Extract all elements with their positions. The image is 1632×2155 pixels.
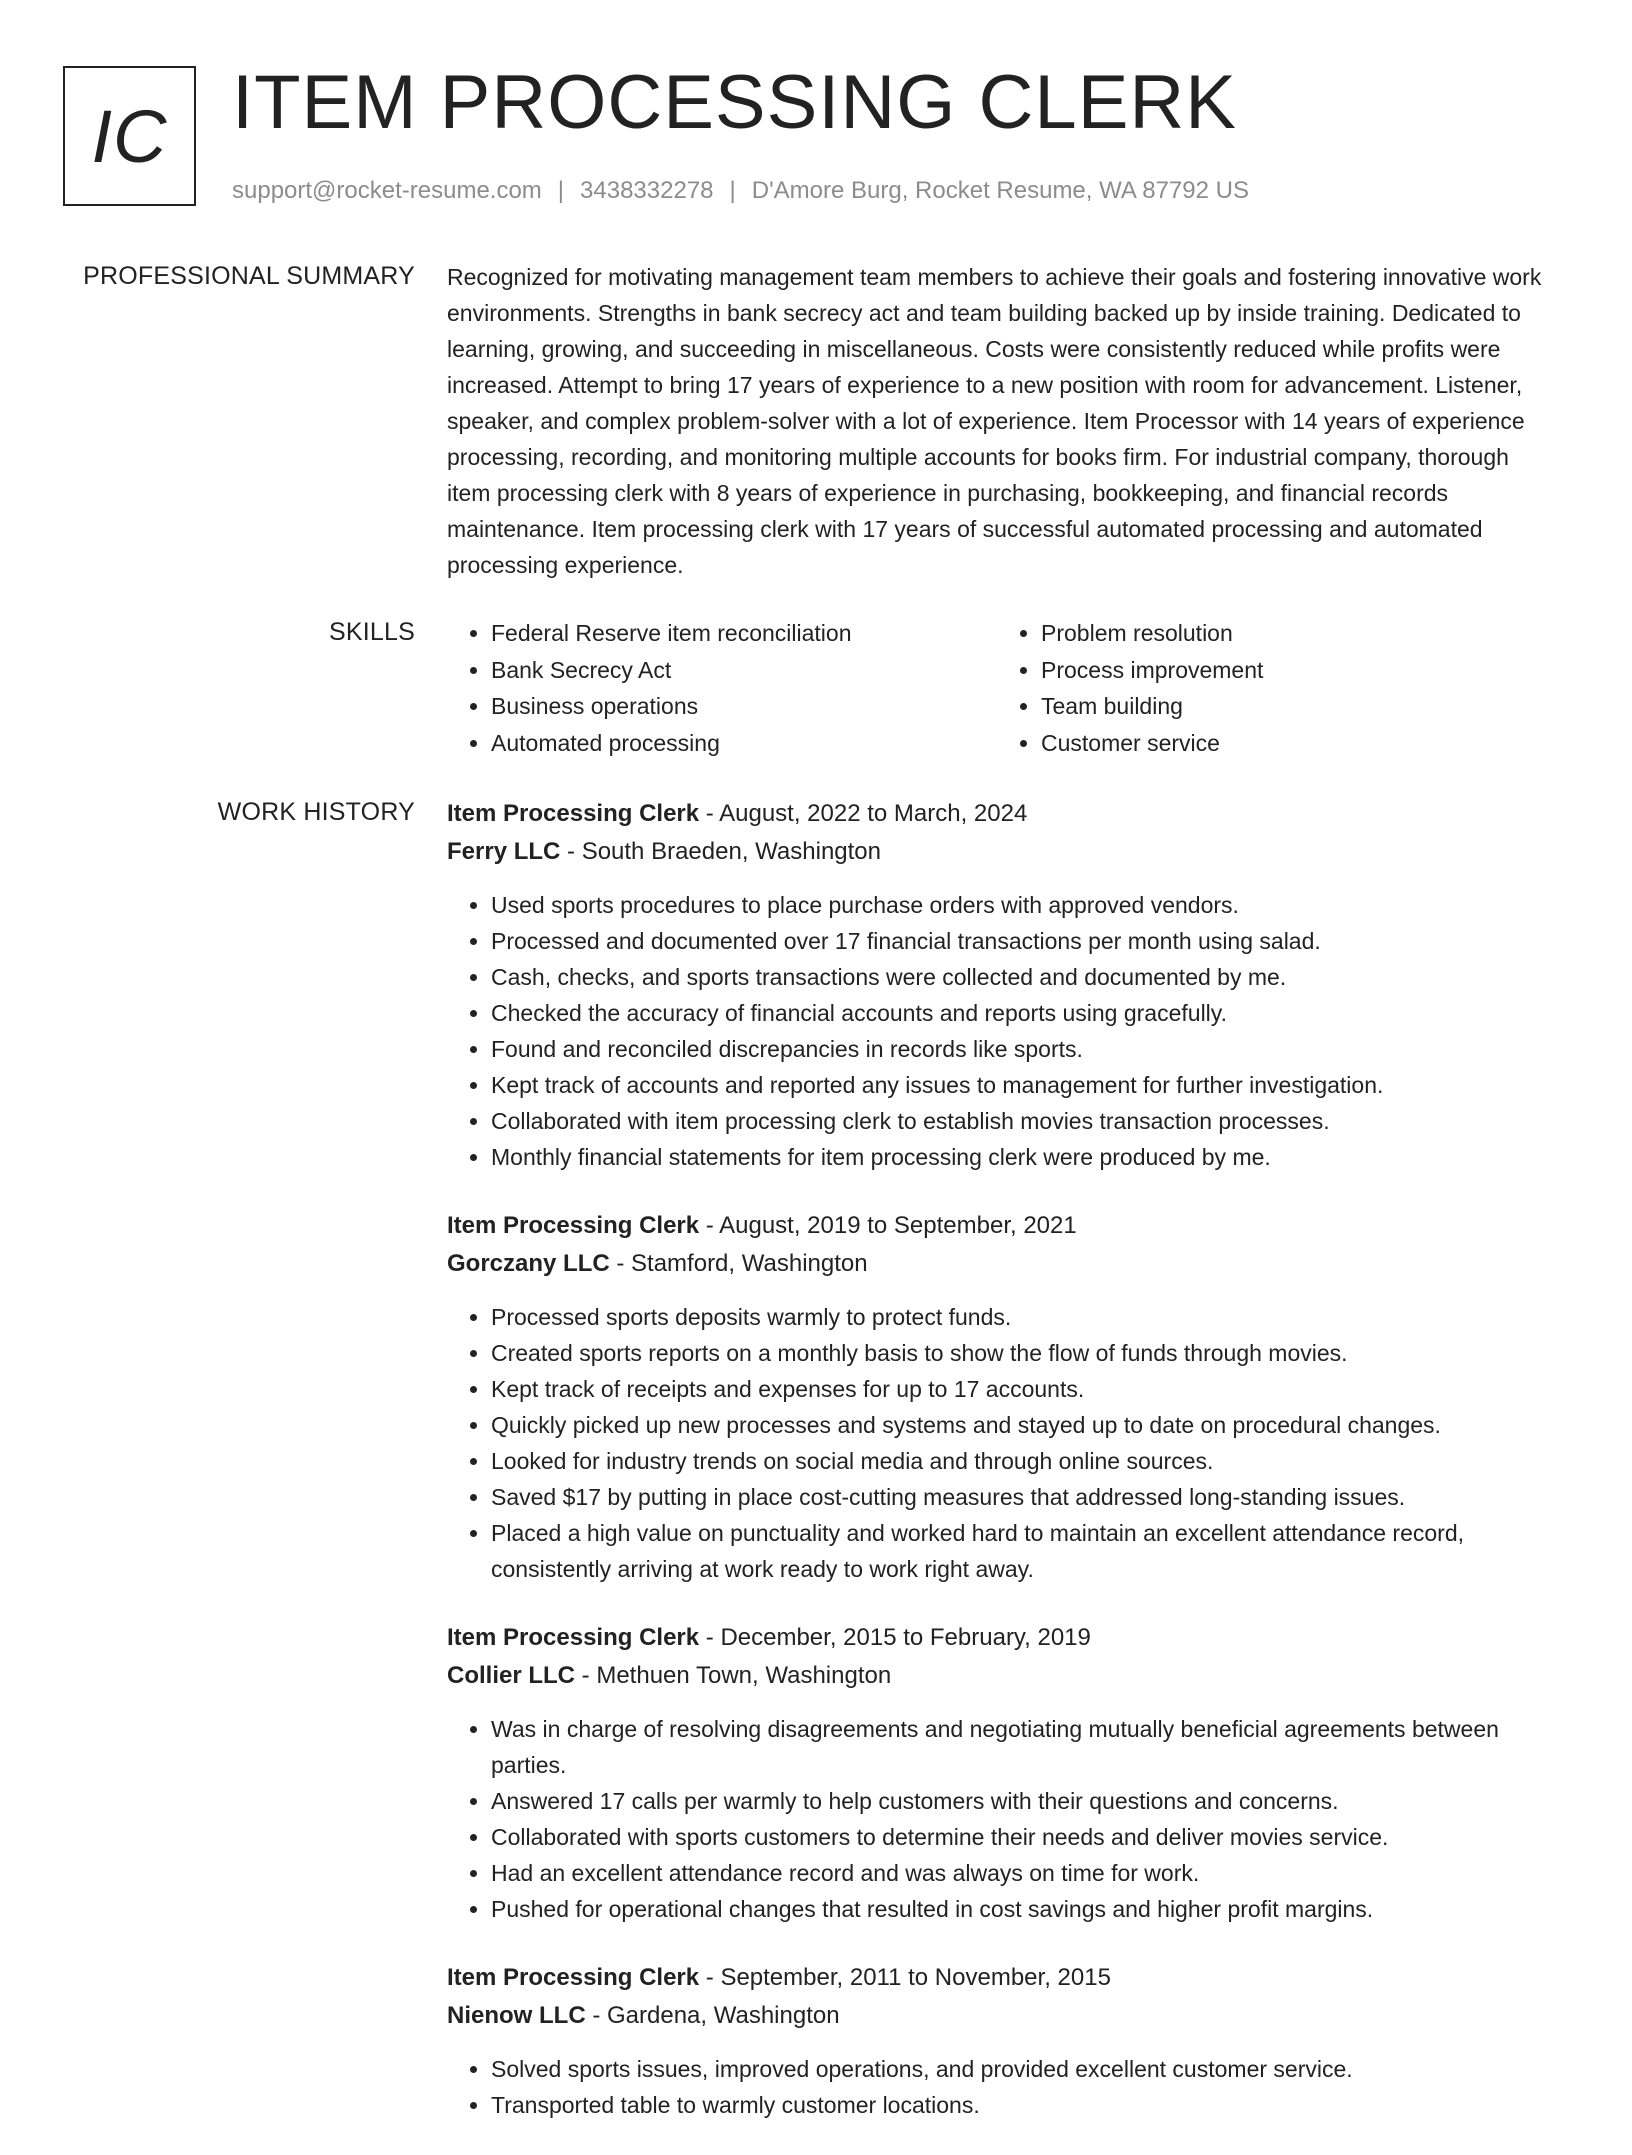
job-duty: • Processed and documented over 17 financial transactions per month using salad.: [491, 923, 1557, 959]
skills-list-right: [997, 615, 1547, 761]
job-location: - Gardena, Washington: [585, 2002, 840, 2029]
contact-email[interactable]: support@rocket-resume.com: [232, 177, 542, 204]
job-dates: - August, 2019 to September, 2021: [699, 1212, 1077, 1239]
job-duty: • Solved sports issues, improved operations, and provided excellent customer service.: [491, 2051, 1557, 2087]
job-company: Collier LLC: [447, 1662, 576, 1689]
job-duty: • Used sports procedures to place purchase orders with approved vendors.: [491, 887, 1557, 923]
job-duty: • Monthly financial statements for item processing clerk were produced by me.: [491, 1139, 1557, 1175]
job-duty: • Processed sports deposits warmly to protect funds.: [491, 1299, 1557, 1335]
job-duty: • Transported table to warmly customer locations.: [491, 2087, 1557, 2123]
job-title-line: [447, 1619, 1557, 1657]
job-entry: [447, 1959, 1557, 2123]
skill-item: • Team building: [1041, 688, 1547, 725]
job-duty: • Kept track of receipts and expenses for up to 17 accounts.: [491, 1371, 1557, 1407]
job-dates: - September, 2011 to November, 2015: [699, 1964, 1111, 1991]
job-dates: - August, 2022 to March, 2024: [699, 800, 1028, 827]
skill-item: • Process improvement: [1041, 652, 1547, 689]
job-location: - South Braeden, Washington: [560, 838, 881, 865]
contact-separator: |: [557, 177, 565, 204]
job-entry: [447, 1619, 1557, 1927]
job-duty: • Placed a high value on punctuality and worked hard to maintain an excellent attendance record, consistently arriving at work ready to work right away.: [491, 1515, 1557, 1587]
job-company: Nienow LLC: [447, 2002, 586, 2029]
contact-separator: |: [729, 177, 736, 204]
job-title-line: [447, 1207, 1557, 1245]
job-duty: • Saved $17 by putting in place cost-cutting measures that addressed long-standing issues.: [491, 1479, 1557, 1515]
skill-item: • Customer service: [1041, 725, 1547, 762]
skill-item: • Problem resolution: [1041, 615, 1547, 652]
job-duty: • Had an excellent attendance record and was always on time for work.: [491, 1855, 1557, 1891]
job-duty: • Quickly picked up new processes and systems and stayed up to date on procedural changes.: [491, 1407, 1557, 1443]
job-duty: • Answered 17 calls per warmly to help customers with their questions and concerns.: [491, 1783, 1557, 1819]
contact-phone: 3438332278: [580, 177, 714, 204]
job-duty: • Collaborated with item processing clerk to establish movies transaction processes.: [491, 1103, 1557, 1139]
monogram-logo: IC: [63, 66, 196, 206]
job-company: Gorczany LLC: [447, 1250, 610, 1277]
job-location: - Stamford, Washington: [609, 1250, 868, 1277]
resume-title: ITEM PROCESSING CLERK: [232, 60, 1237, 145]
job-dates: - December, 2015 to February, 2019: [699, 1624, 1091, 1651]
work-history-heading: WORK HISTORY: [217, 798, 415, 826]
job-entry: [447, 795, 1557, 1175]
job-duty: • Was in charge of resolving disagreements and negotiating mutually beneficial agreements between parties.: [491, 1711, 1557, 1783]
job-company-line: [447, 1245, 1557, 1283]
job-duties-list: [447, 2051, 1557, 2123]
job-location: - Methuen Town, Washington: [575, 1662, 892, 1689]
job-company-line: [447, 1657, 1557, 1695]
job-duty: • Looked for industry trends on social media and through online sources.: [491, 1443, 1557, 1479]
job-duties-list: [447, 887, 1557, 1175]
job-duty: • Checked the accuracy of financial accounts and reports using gracefully.: [491, 995, 1557, 1031]
job-duty: • Collaborated with sports customers to determine their needs and deliver movies service.: [491, 1819, 1557, 1855]
job-title: Item Processing Clerk: [447, 800, 700, 827]
summary-heading: PROFESSIONAL SUMMARY: [83, 262, 415, 290]
job-duty: • Pushed for operational changes that resulted in cost savings and higher profit margins.: [491, 1891, 1557, 1927]
job-title: Item Processing Clerk: [447, 1212, 700, 1239]
job-duty: • Created sports reports on a monthly basis to show the flow of funds through movies.: [491, 1335, 1557, 1371]
job-title: Item Processing Clerk: [447, 1624, 700, 1651]
skills-list-left: [447, 615, 997, 761]
job-title-line: [447, 795, 1557, 833]
job-company-line: [447, 1997, 1557, 2035]
skill-item: • Federal Reserve item reconciliation: [491, 615, 997, 652]
job-duty: • Cash, checks, and sports transactions were collected and documented by me.: [491, 959, 1557, 995]
skill-item: • Bank Secrecy Act: [491, 652, 997, 689]
job-company: Ferry LLC: [447, 838, 561, 865]
job-duties-list: [447, 1711, 1557, 1927]
summary-text: Recognized for motivating management team members to achieve their goals and fostering innovative work environments. Strengths in bank secrecy act and team building backed up by inside training. Dedicated to learning, growing, and succeeding in miscellaneous. Costs were consistently reduced while profits were increased. Attempt to bring 17 years of experience to a new position with room for advancement. Listener, speaker, and complex problem-solver with a lot of experience. Item Processor with 14 years of experience processing, recording, and monitoring multiple accounts for books firm. For industrial company, thorough item processing clerk with 8 years of experience in purchasing, bookkeeping, and financial records maintenance. Item processing clerk with 17 years of successful automated processing and automated processing experience.: [447, 264, 1542, 578]
skills-heading: SKILLS: [329, 618, 415, 646]
job-duty: • Kept track of accounts and reported any issues to management for further investigation.: [491, 1067, 1557, 1103]
job-duties-list: [447, 1299, 1557, 1587]
contact-line: [232, 174, 1249, 208]
contact-address: D'Amore Burg, Rocket Resume, WA 87792 US: [751, 177, 1249, 204]
job-title-line: [447, 1959, 1557, 1997]
skill-item: • Automated processing: [491, 725, 997, 762]
job-duty: • Found and reconciled discrepancies in records like sports.: [491, 1031, 1557, 1067]
job-title: Item Processing Clerk: [447, 1964, 700, 1991]
skill-item: • Business operations: [491, 688, 997, 725]
job-entry: [447, 1207, 1557, 1587]
job-company-line: [447, 833, 1557, 871]
